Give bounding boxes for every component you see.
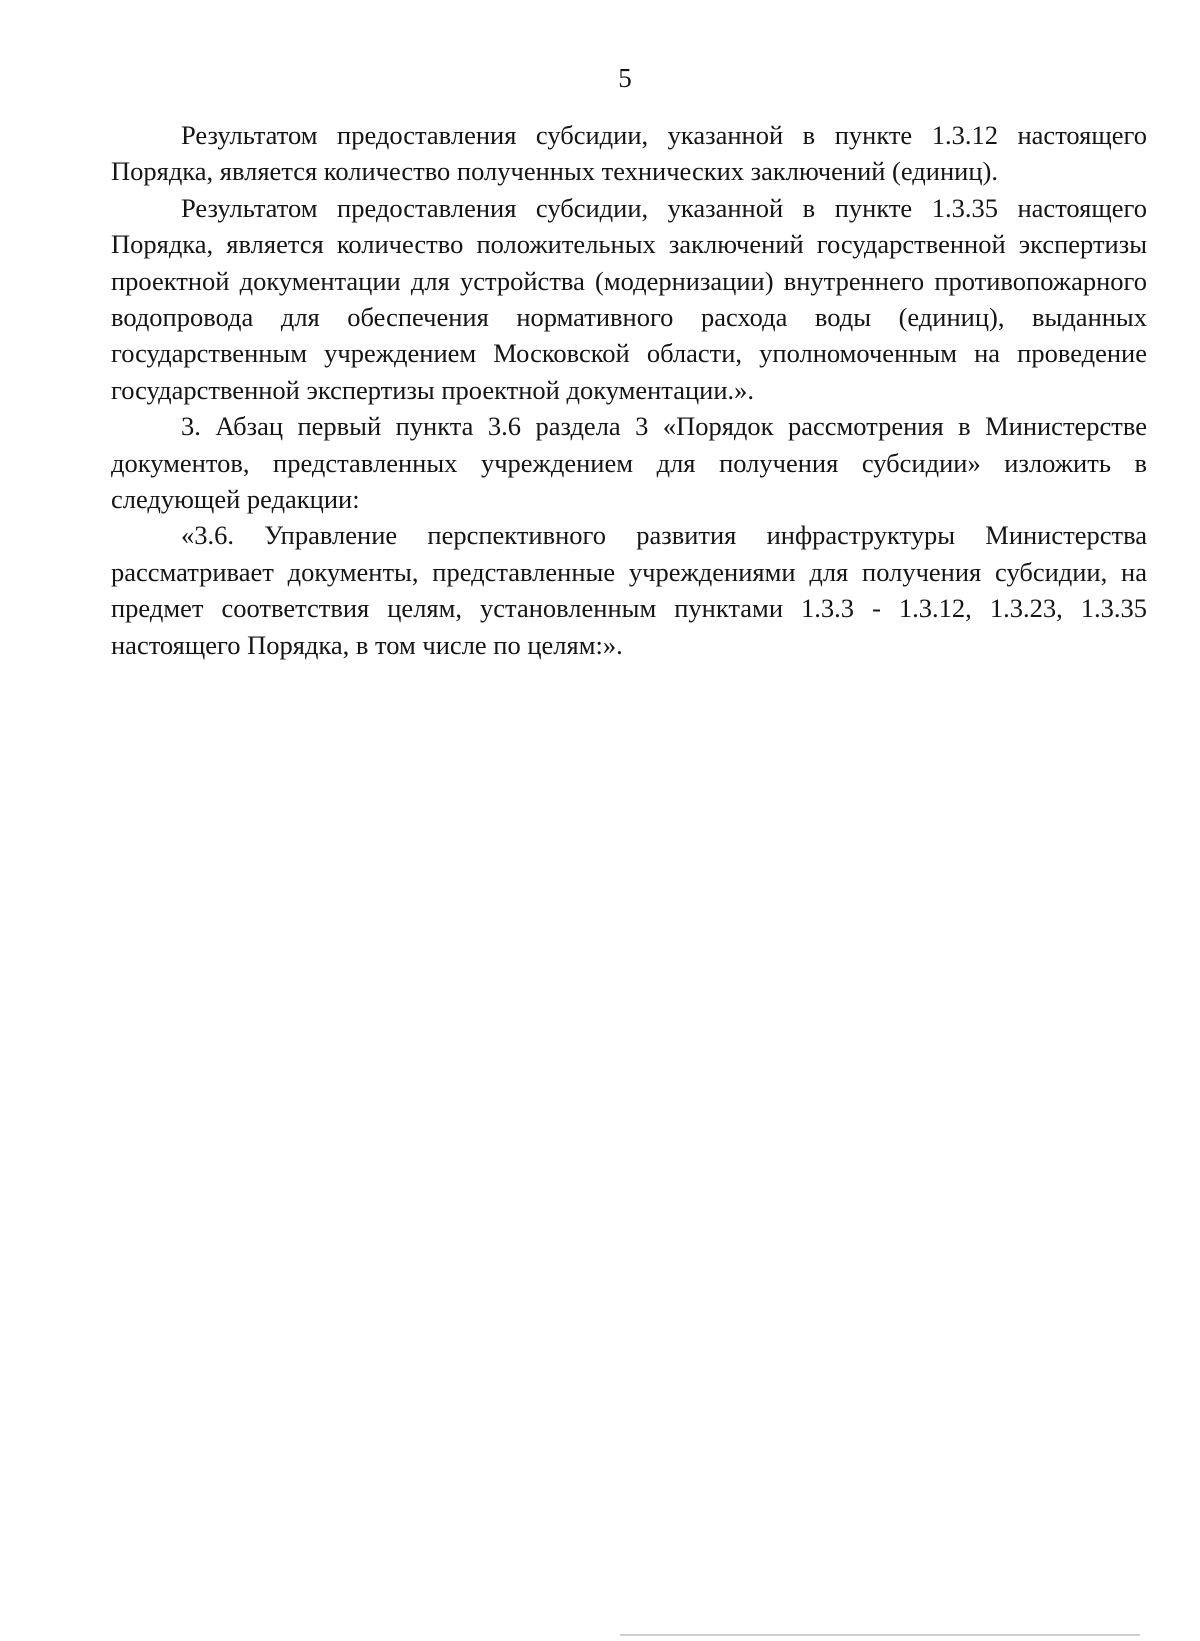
page-number: 5 bbox=[618, 63, 632, 93]
bottom-scan-line bbox=[620, 1634, 1140, 1636]
paragraph-result-1-3-12: Результатом предоставления субсидии, указанной в пункте 1.3.12 настоящего Порядка, является количество полученных технических заключений (единиц). bbox=[111, 120, 1147, 187]
document-body bbox=[111, 117, 1147, 663]
paragraph-new-text-3-6: «3.6. Управление перспективного развития инфраструктуры Министерства рассматривает документы, представленные учреждениями для получения субсидии, на предмет соответствия целям, установленным пунктами 1.3.3 - 1.3.12, 1.3.23, 1.3.35 настоящего Порядка, в том числе по целям:». bbox=[111, 520, 1147, 660]
paragraph-amendment-3-6: 3. Абзац первый пункта 3.6 раздела 3 «Порядок рассмотрения в Министерстве документов, представленных учреждением для получения субсидии» изложить в следующей редакции: bbox=[111, 411, 1147, 515]
paragraph-result-1-3-35: Результатом предоставления субсидии, указанной в пункте 1.3.35 настоящего Порядка, является количество положительных заключений государственной экспертизы проектной документации для устройства (модернизации) внутреннего противопожарного водопровода для обеспечения нормативного расхода воды (единиц), выданных государственным учреждением Московской области, уполномоченным на проведение государственной экспертизы проектной документации.». bbox=[111, 192, 1147, 405]
